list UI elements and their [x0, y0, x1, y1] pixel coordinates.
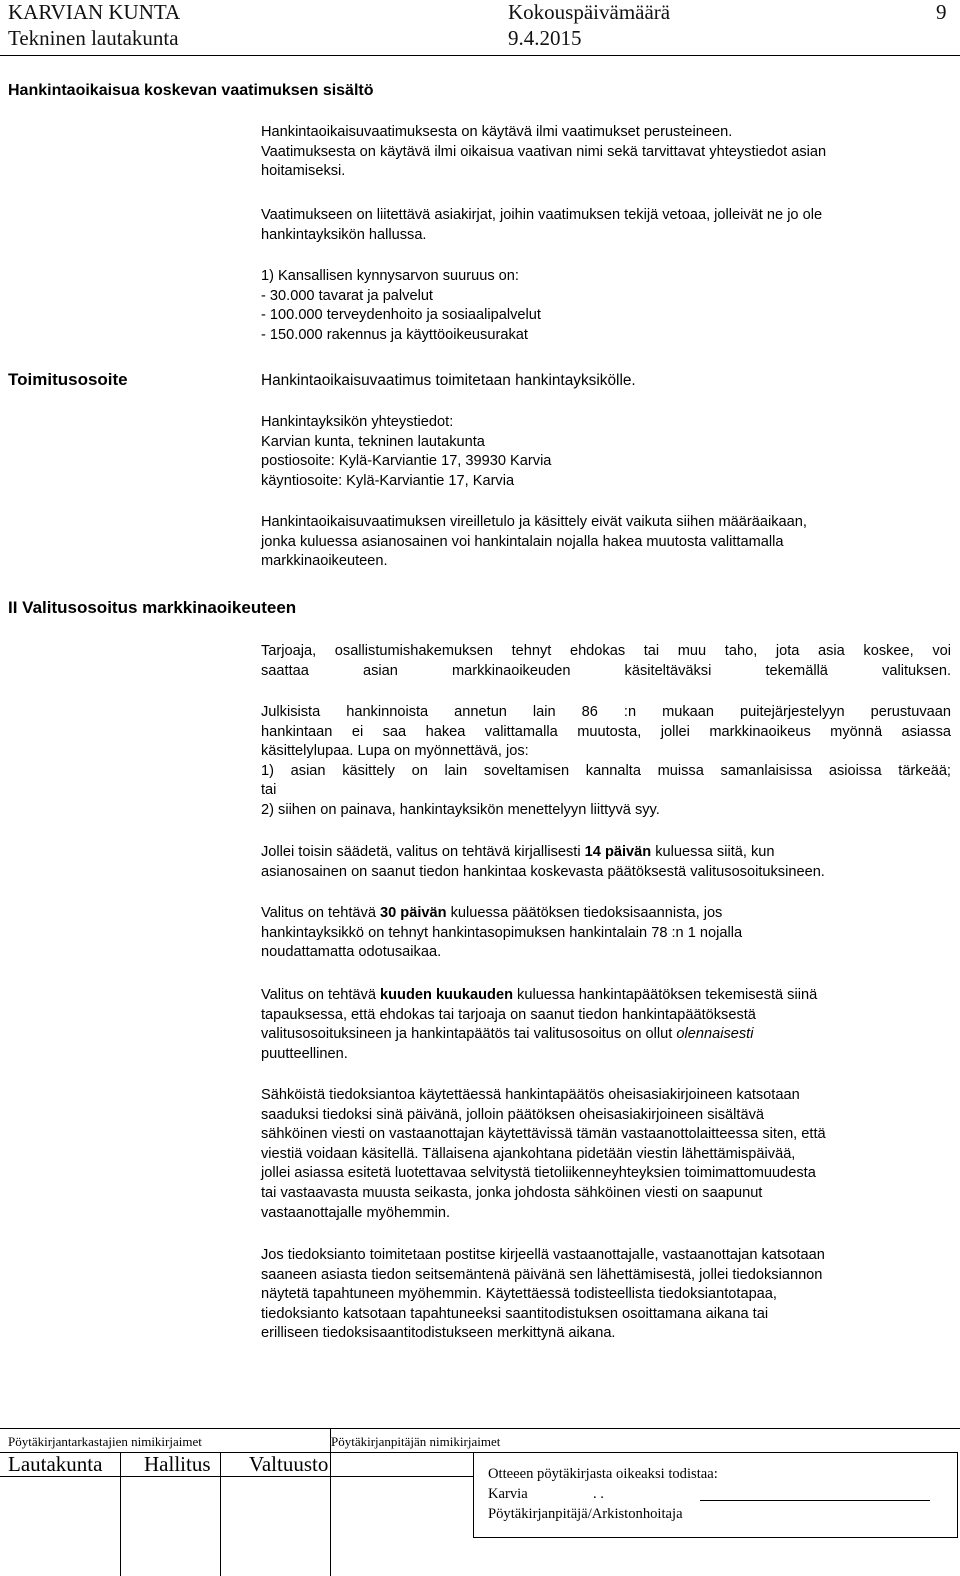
- postal-address: postiosoite: Kylä-Karviantie 17, 39930 Karvia: [261, 453, 552, 470]
- paragraph-30-days: [261, 904, 951, 963]
- text-line: erilliseen tiedoksisaantitodistukseen merkittynä aikana.: [261, 1325, 616, 1342]
- certification-place: Karvia: [488, 1486, 528, 1502]
- contact-name: Karvian kunta, tekninen lautakunta: [261, 433, 485, 450]
- paragraph-requirements: [261, 123, 951, 182]
- text-line: käsittelylupaa. Lupa on myönnettävä, jos:: [261, 743, 529, 760]
- text-line: saaduksi tiedoksi sinä päivänä, jolloin päätöksen oheisasiakirjoineen sisältävä: [261, 1106, 764, 1123]
- text-line: tapauksessa, että ehdokas tai tarjoaja on saanut tiedon hankintapäätöksestä: [261, 1006, 756, 1023]
- board-name: Tekninen lautakunta: [8, 26, 179, 50]
- text-line: tiedoksianto katsotaan tapahtuneeksi saantitodistuksen osoittamana aikana tai: [261, 1305, 769, 1322]
- text-line: tai: [261, 782, 277, 799]
- footer-rule-top: [0, 1428, 960, 1429]
- footer-col-divider: [120, 1452, 121, 1576]
- threshold-list: [261, 267, 951, 345]
- certification-role: Pöytäkirjanpitäjä/Arkistonhoitaja: [488, 1506, 683, 1522]
- delivery-text: Hankintaoikaisuvaatimus toimitetaan hankintayksikölle.: [261, 372, 636, 389]
- paragraph-framework: [261, 703, 951, 821]
- threshold-item: - 150.000 rakennus ja käyttöoikeusurakat: [261, 326, 528, 343]
- section-title: Hankintaoikaisua koskevan vaatimuksen sisältö: [8, 82, 374, 99]
- paragraph-6-months: [261, 986, 951, 1064]
- text-line: 2) siihen on painava, hankintayksikön menettelyyn liittyvä syy.: [261, 801, 660, 818]
- footer-col-government: Hallitus: [144, 1452, 211, 1476]
- footer-rule-under-cols: [0, 1476, 473, 1477]
- text-line: saaneen asiasta tiedon seitsemäntenä päivänä sen lähettämisestä, jollei tiedoksiannon: [261, 1266, 823, 1283]
- paragraph-14-days: [261, 843, 951, 882]
- text-line: Sähköistä tiedoksiantoa käytettäessä hankintapäätös oheisasiakirjoineen katsotaan: [261, 1087, 800, 1103]
- text-span: Valitus on tehtävä: [261, 987, 380, 1003]
- text-line: 1) asian käsittely on lain soveltamisen kannalta muissa samanlaisissa asioissa tärkeää;: [261, 762, 951, 779]
- visiting-address: käyntiosoite: Kylä-Karviantie 17, Karvia: [261, 472, 515, 489]
- text-line: viestiä voidaan käsitellä. Tällaisena ajankohtana pidetään viestin lähettämispäivää,: [261, 1145, 796, 1162]
- text-line: Julkisista hankinnoista annetun lain 86 :n mukaan puitejärjestelyyn perustuvaan: [261, 704, 951, 720]
- certification-title: Otteeen pöytäkirjasta oikeaksi todistaa:: [488, 1466, 718, 1482]
- text-span: Valitus on tehtävä: [261, 905, 380, 921]
- text-span: kuluessa päätöksen tiedoksisaannista, jos: [446, 905, 723, 921]
- text-line: Hankintaoikaisuvaatimuksesta on käytävä ilmi vaatimukset perusteineen.: [261, 124, 733, 140]
- delivery-heading: Toimitusosoite: [8, 370, 128, 389]
- text-line: tai vastaavasta muusta seikasta, jonka johdosta sähköinen viesti on saapunut: [261, 1184, 763, 1201]
- text-line: hankintayksikön hallussa.: [261, 226, 427, 243]
- deadline-emphasis: 14 päivän: [584, 844, 652, 860]
- text-line: hoitamiseksi.: [261, 163, 346, 180]
- paragraph-postal-notice: [261, 1246, 951, 1344]
- text-line: puutteellinen.: [261, 1045, 348, 1062]
- text-span: kuluessa hankintapäätöksen tekemisestä siinä: [512, 987, 818, 1003]
- footer-col-board: Lautakunta: [8, 1452, 103, 1476]
- text-span: Jollei toisin säädetä, valitus on tehtävä kirjallisesti: [261, 844, 585, 860]
- signature-line: [700, 1500, 930, 1501]
- text-span: valitusosoituksineen ja hankintapäätös tai valitusosoitus on ollut: [261, 1026, 677, 1043]
- org-name: KARVIAN KUNTA: [8, 0, 181, 24]
- footer-col-council: Valtuusto: [249, 1452, 329, 1476]
- paragraph-appeal-right: [261, 642, 951, 681]
- secretary-initials-label: Pöytäkirjanpitäjän nimikirjaimet: [331, 1434, 501, 1449]
- date-label: Kokouspäivämäärä: [508, 0, 671, 24]
- paragraph-electronic-notice: [261, 1086, 951, 1223]
- deadline-emphasis: 30 päivän: [380, 905, 447, 921]
- text-line: hankintayksikkö on tehnyt hankintasopimuksen hankintalain 78 :n 1 nojalla: [261, 924, 743, 941]
- page-number: 9: [936, 0, 947, 24]
- text-line: vastaanottajalle myöhemmin.: [261, 1204, 450, 1221]
- text-line: Vaatimuksesta on käytävä ilmi oikaisua vaativan nimi sekä tarvittavat yhteystiedot asian: [261, 143, 827, 160]
- deadline-emphasis: kuuden kuukauden: [380, 987, 513, 1003]
- text-line: Jos tiedoksianto toimitetaan postitse kirjeellä vastaanottajalle, vastaanottajan katsotaan: [261, 1247, 825, 1263]
- paragraph-attachments: [261, 206, 951, 245]
- threshold-heading: 1) Kansallisen kynnysarvon suuruus on:: [261, 268, 519, 284]
- contact-heading: Hankintayksikön yhteystiedot:: [261, 414, 454, 430]
- text-line: hankintaan ei saa hakea valittamalla muutosta, jollei markkinaoikeus myönnä asiassa: [261, 723, 951, 740]
- text-line: markkinaoikeuteen.: [261, 553, 388, 570]
- footer-col-divider: [220, 1452, 221, 1576]
- appeal-heading: II Valitusosoitus markkinaoikeuteen: [8, 598, 297, 617]
- header-rule: [0, 55, 960, 56]
- text-line: näytetä tapahtuneen myöhemmin. Käytettäessä todisteellista tiedoksiantotapaa,: [261, 1286, 777, 1303]
- text-line: sähköinen viesti on vastaanottajan käytettävissä tämän vastaanottolaitteessa siten, että: [261, 1126, 826, 1143]
- paragraph-effect: [261, 513, 951, 572]
- text-line: saattaa asian markkinaoikeuden käsiteltäväksi tekemällä valituksen.: [261, 662, 951, 679]
- certification-date-dots: . .: [593, 1486, 604, 1502]
- contact-info: [261, 413, 951, 491]
- threshold-item: - 100.000 terveydenhoito ja sosiaalipalvelut: [261, 307, 541, 324]
- text-line: Hankintaoikaisuvaatimuksen vireilletulo ja käsittely eivät vaikuta siihen määräaikaan,: [261, 514, 807, 530]
- inspectors-initials-label: Pöytäkirjantarkastajien nimikirjaimet: [8, 1434, 202, 1449]
- text-span: kuluessa siitä, kun: [651, 844, 775, 860]
- meeting-date: 9.4.2015: [508, 26, 582, 50]
- text-line: Tarjoaja, osallistumishakemuksen tehnyt ehdokas tai muu taho, jota asia koskee, voi: [261, 643, 951, 659]
- text-line: Vaatimukseen on liitettävä asiakirjat, joihin vaatimuksen tekijä vetoaa, jolleivät ne jo ole: [261, 207, 823, 223]
- text-line: jonka kuluessa asianosainen voi hankintalain nojalla hakea muutosta valittamalla: [261, 533, 784, 550]
- footer-col-divider: [330, 1428, 331, 1576]
- italic-emphasis: olennaisesti: [676, 1026, 754, 1043]
- threshold-item: - 30.000 tavarat ja palvelut: [261, 287, 433, 304]
- text-line: asianosainen on saanut tiedon hankintaa koskevasta päätöksestä valitusosoituksineen.: [261, 863, 825, 880]
- text-line: jollei asiassa esitetä luotettavaa selvitystä tietoliikenneyhteyksien toimimattomuudesta: [261, 1165, 816, 1182]
- text-line: noudattamatta odotusaikaa.: [261, 944, 442, 961]
